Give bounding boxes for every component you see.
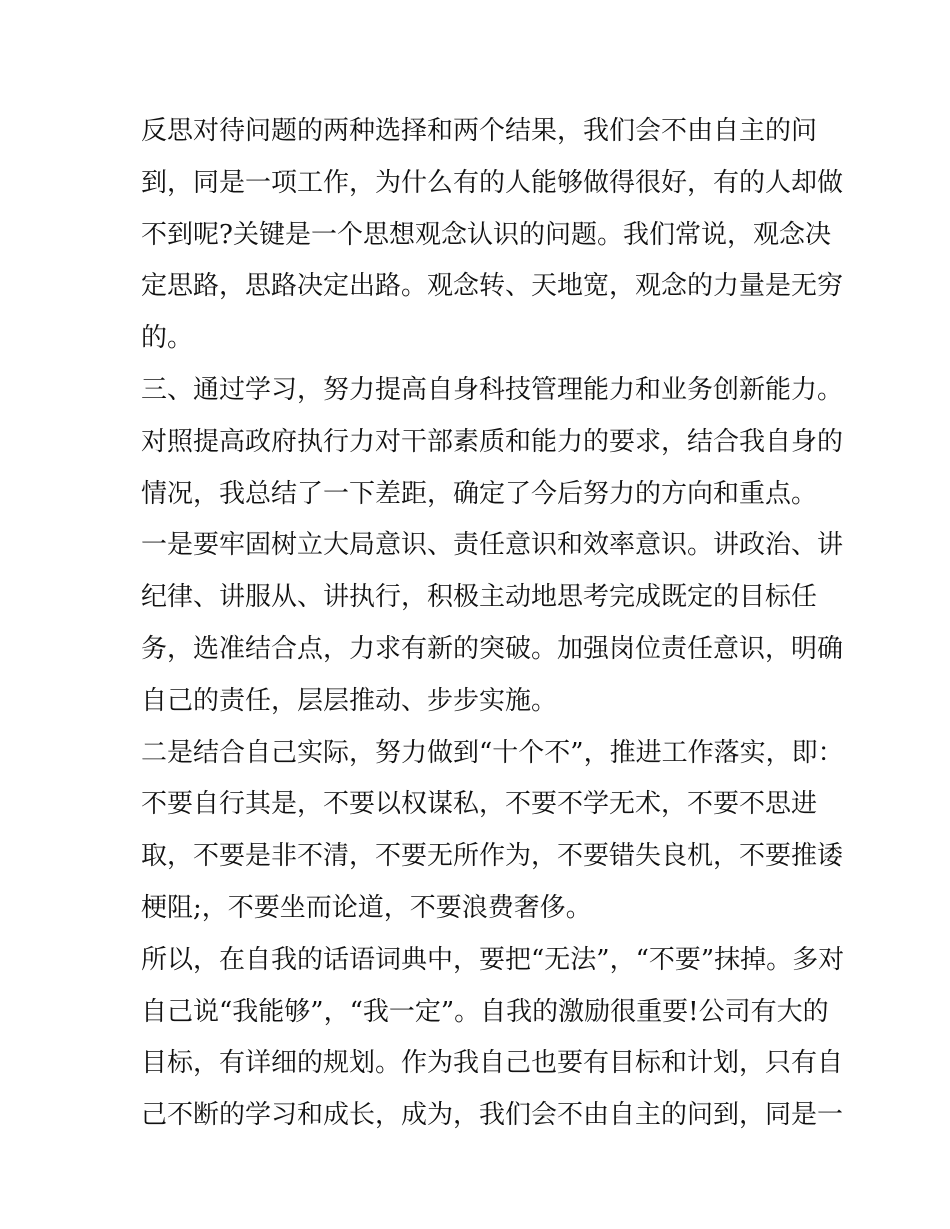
text-line: 自己的责任，层层推动、步步实施。 <box>141 685 558 716</box>
text-line: 不要自行其是，不要以权谋私，不要不学无术，不要不思进 <box>141 789 818 820</box>
text-line: 的。 <box>141 323 194 354</box>
text-line: 梗阻;，不要坐而论道，不要浪费奢侈。 <box>141 892 592 923</box>
text-line: 取，不要是非不清，不要无所作为，不要错失良机，不要推诿 <box>141 841 844 872</box>
text-line: 己不断的学习和成长，成为，我们会不由自主的问到，同是一 <box>141 1100 844 1131</box>
section-heading-three: 三、通过学习，努力提高自身科技管理能力和业务创新能力。 <box>141 374 844 405</box>
text-line: 到，同是一项工作，为什么有的人能够做得很好，有的人却做 <box>141 167 844 198</box>
body-text <box>141 106 845 1142</box>
conclusion-line: 所以，在自我的话语词典中，要把“无法”，“不要”抹掉。多对 <box>141 944 845 975</box>
text-line: 定思路，思路决定出路。观念转、天地宽，观念的力量是无穷 <box>141 271 844 302</box>
text-line: 纪律、讲服从、讲执行，积极主动地思考完成既定的目标任 <box>141 582 818 613</box>
text-line: 反思对待问题的两种选择和两个结果，我们会不由自主的问 <box>141 116 818 146</box>
text-line: 目标，有详细的规划。作为我自己也要有目标和计划，只有自 <box>141 1048 844 1079</box>
text-line: 情况，我总结了一下差距，确定了今后努力的方向和重点。 <box>141 478 818 509</box>
text-line: 对照提高政府执行力对干部素质和能力的要求，结合我自身的 <box>141 426 844 457</box>
text-line: 务，选准结合点，力求有新的突破。加强岗位责任意识，明确 <box>141 633 844 664</box>
text-line: 不到呢?关键是一个思想观念认识的问题。我们常说，观念决 <box>141 219 831 250</box>
point-one-line: 一是要牢固树立大局意识、责任意识和效率意识。讲政治、讲 <box>141 530 844 561</box>
text-line: 自己说“我能够”，“我一定”。自我的激励很重要!公司有大的 <box>141 996 829 1027</box>
point-two-line: 二是结合自己实际，努力做到“十个不”，推进工作落实，即： <box>141 737 844 768</box>
